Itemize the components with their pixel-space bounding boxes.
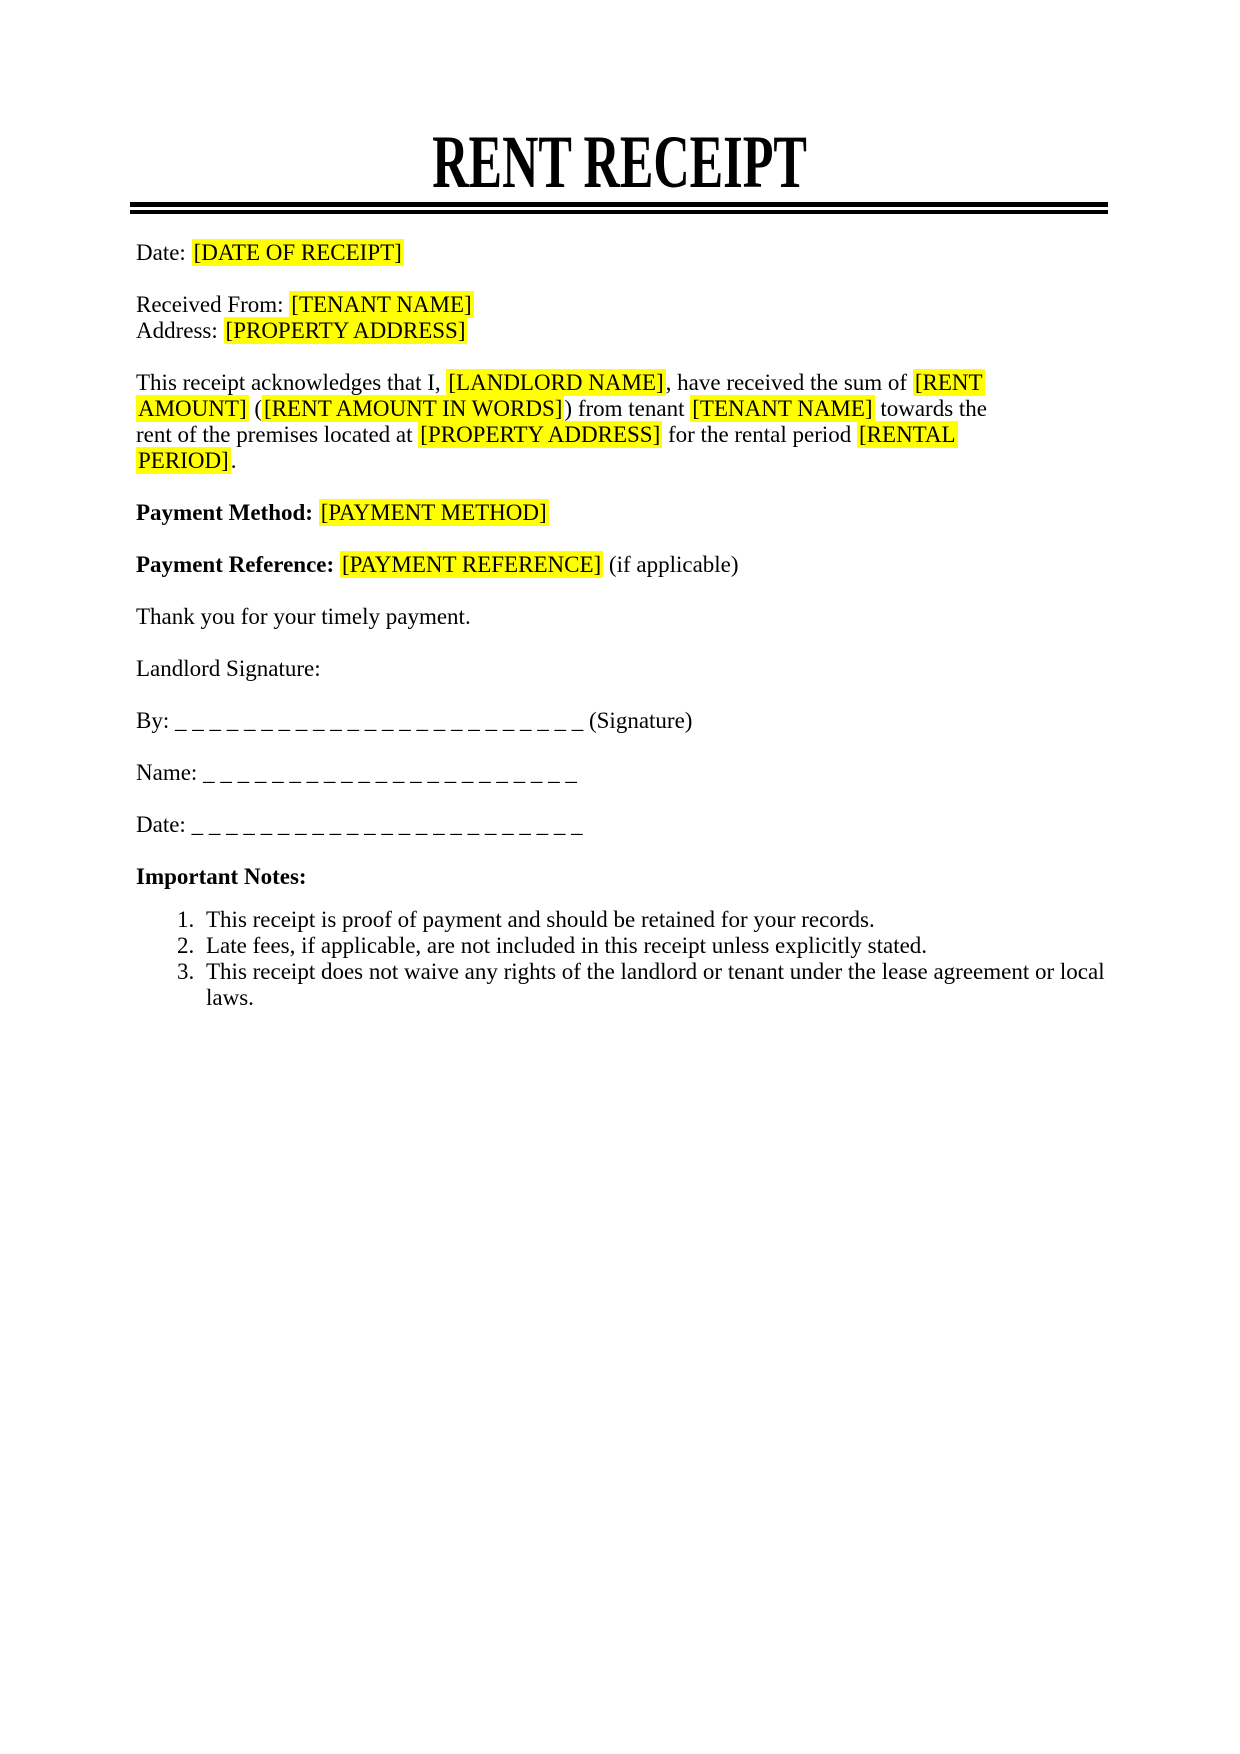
received-from-label: Received From:: [136, 292, 290, 317]
signature-name-line: [136, 760, 1110, 786]
receipt-date-label: Date:: [136, 240, 192, 265]
payment-method-line: [136, 500, 1110, 526]
tenant-block: [136, 292, 1110, 344]
signature-by-blank: _ _ _ _ _ _ _ _ _ _ _ _ _ _ _ _ _ _ _ _ _ _ _ _: [174, 708, 584, 733]
paragraph-text: , have received the sum of: [665, 370, 913, 395]
received-from-line: [136, 292, 1110, 318]
payment-reference-placeholder: [PAYMENT REFERENCE]: [341, 552, 602, 577]
signature-date-line: [136, 812, 1110, 838]
title-block: [0, 0, 1240, 204]
highlighted-placeholder: [RENTAL: [859, 422, 956, 447]
signature-by-suffix: (Signature): [583, 708, 693, 733]
acknowledgement-paragraph: [136, 370, 1110, 474]
landlord-signature-heading: Landlord Signature:: [136, 656, 321, 681]
highlighted-placeholder: [LANDLORD NAME]: [448, 370, 664, 395]
signature-name-label: Name:: [136, 760, 204, 785]
document-body: [0, 202, 1240, 1011]
payment-method-label: Payment Method:: [136, 500, 319, 525]
tenant-name-placeholder: [TENANT NAME]: [291, 292, 472, 317]
address-line: [136, 318, 1110, 344]
paragraph-text: (: [248, 396, 263, 421]
receipt-date-line: [136, 240, 1110, 266]
thank-you-line: Thank you for your timely payment.: [136, 604, 471, 629]
property-address-placeholder: [PROPERTY ADDRESS]: [225, 318, 466, 343]
payment-reference-line: [136, 552, 1110, 578]
signature-date-blank: _ _ _ _ _ _ _ _ _ _ _ _ _ _ _ _ _ _ _ _ _ _ _: [191, 812, 583, 837]
payment-reference-suffix: (if applicable): [603, 552, 739, 577]
signature-by-line: [136, 708, 1110, 734]
highlighted-placeholder: AMOUNT]: [138, 396, 247, 421]
paragraph-text: towards the: [874, 396, 988, 421]
highlighted-placeholder: [RENT AMOUNT IN WORDS]: [264, 396, 563, 421]
paragraph-text: .: [230, 448, 237, 473]
signature-by-label: By:: [136, 708, 175, 733]
receipt-date-placeholder: [DATE OF RECEIPT]: [193, 240, 402, 265]
payment-method-placeholder: [PAYMENT METHOD]: [320, 500, 547, 525]
document-title: RENT RECEIPT: [432, 121, 808, 204]
highlighted-placeholder: [PROPERTY ADDRESS]: [420, 422, 661, 447]
highlighted-placeholder: [RENT: [914, 370, 983, 395]
note-item-3: 3. This receipt does not waive any rights of the landlord or tenant under the lease agreement or local laws.: [200, 959, 1124, 1011]
paragraph-text: rent of the premises located at: [136, 422, 419, 447]
important-notes-heading: Important Notes:: [136, 864, 307, 889]
paragraph-text: ) from tenant: [564, 396, 691, 421]
paragraph-text: This receipt acknowledges that I,: [136, 370, 447, 395]
payment-reference-label: Payment Reference:: [136, 552, 340, 577]
important-notes-list: [136, 907, 1124, 1011]
signature-name-blank: _ _ _ _ _ _ _ _ _ _ _ _ _ _ _ _ _ _ _ _ _ _: [203, 760, 577, 785]
paragraph-text: for the rental period: [662, 422, 858, 447]
note-item-2: 2. Late fees, if applicable, are not included in this receipt unless explicitly stated.: [200, 933, 1124, 959]
signature-date-label: Date:: [136, 812, 192, 837]
note-item-1: 1. This receipt is proof of payment and should be retained for your records.: [200, 907, 1124, 933]
address-label: Address:: [136, 318, 224, 343]
highlighted-placeholder: [TENANT NAME]: [692, 396, 873, 421]
highlighted-placeholder: PERIOD]: [138, 448, 229, 473]
